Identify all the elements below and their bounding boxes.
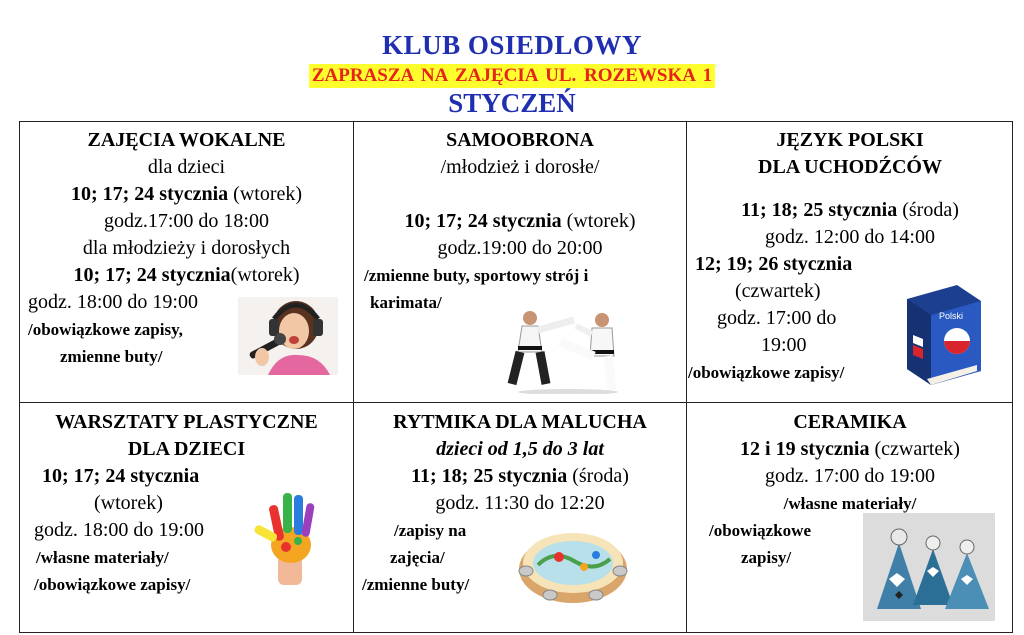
- subtitle-wrapper: [0, 64, 1024, 88]
- subtitle-banner: ZAPRASZA NA ZAJĘCIA UL. ROZEWSKA 1: [309, 64, 715, 88]
- rhythm-note-1: /zapisy na: [394, 521, 467, 540]
- polish-book-icon: [897, 279, 987, 389]
- polish-time-1: godz. 12:00 do 14:00: [765, 226, 935, 248]
- painted-hand-icon: [250, 489, 332, 585]
- polish-time-2b: 19:00: [761, 334, 807, 356]
- tambourine-icon: [514, 521, 632, 611]
- polish-title-1: JĘZYK POLSKI: [776, 129, 924, 151]
- vocal-group-children: dla dzieci: [147, 156, 226, 178]
- book-label: Polski: [939, 311, 964, 321]
- selfdefense-note-1: /zmienne buty, sportowy strój i: [364, 266, 589, 285]
- cell-vocal: [20, 127, 353, 402]
- vocal-group-adults: dla młodzieży i dorosłych: [82, 237, 291, 259]
- rhythm-title: RYTMIKA DLA MALUCHA: [393, 411, 647, 433]
- ceramic-angels-icon: [863, 513, 995, 621]
- vocal-time-children: godz.17:00 do 18:00: [104, 210, 269, 232]
- polish-day-2: (czwartek): [735, 280, 821, 302]
- ceramics-note-2: /obowiązkowe: [709, 521, 811, 540]
- ceramics-dates: 12 i 19 stycznia (czwartek): [740, 438, 960, 460]
- art-title-1: WARSZTATY PLASTYCZNE: [55, 411, 318, 433]
- cell-polish: [687, 127, 1013, 402]
- vocal-dates-adults: 10; 17; 24 stycznia(wtorek): [73, 264, 300, 286]
- selfdefense-title: SAMOOBRONA: [446, 129, 594, 151]
- rhythm-age: dzieci od 1,5 do 3 lat: [436, 438, 604, 460]
- polish-time-2a: godz. 17:00 do: [717, 307, 837, 329]
- rhythm-time: godz. 11:30 do 12:20: [435, 492, 605, 514]
- selfdefense-dates: 10; 17; 24 stycznia (wtorek): [404, 210, 636, 232]
- page-title: KLUB OSIEDLOWY: [382, 30, 642, 60]
- grid-divider-horizontal: [20, 402, 1012, 403]
- art-note-1: /własne materiały/: [36, 548, 169, 567]
- rhythm-note-3: /zmienne buty/: [362, 575, 470, 594]
- ceramics-time: godz. 17:00 do 19:00: [765, 465, 935, 487]
- polish-spacer: [687, 181, 1013, 197]
- art-title-2: DLA DZIECI: [127, 438, 246, 460]
- art-time: godz. 18:00 do 19:00: [34, 519, 204, 541]
- cell-ceramics: [687, 409, 1013, 633]
- art-dates: 10; 17; 24 stycznia: [42, 465, 200, 487]
- vocal-note-2: zmienne buty/: [60, 347, 163, 366]
- cell-selfdefense: [354, 127, 686, 402]
- singer-with-microphone-icon: [238, 297, 338, 375]
- art-day: (wtorek): [94, 492, 163, 514]
- vocal-title: ZAJĘCIA WOKALNE: [87, 129, 286, 151]
- vocal-note-1: /obowiązkowe zapisy,: [28, 320, 183, 339]
- ceramics-title: CERAMIKA: [793, 411, 907, 433]
- karate-fighters-icon: [504, 302, 632, 394]
- polish-dates-1: 11; 18; 25 stycznia (środa): [741, 199, 959, 221]
- cell-rhythm: [354, 409, 686, 633]
- ceramics-note-3: zapisy/: [741, 548, 792, 567]
- rhythm-note-2: zajęcia/: [390, 548, 445, 567]
- selfdefense-spacer: [354, 181, 686, 208]
- selfdefense-time: godz.19:00 do 20:00: [437, 237, 603, 259]
- ceramics-note-1: /własne materiały/: [783, 494, 917, 513]
- art-note-2: /obowiązkowe zapisy/: [34, 575, 191, 594]
- selfdefense-note-2: karimata/: [370, 293, 442, 312]
- schedule-grid: [19, 121, 1013, 633]
- polish-dates-2: 12; 19; 26 stycznia: [695, 253, 853, 275]
- selfdefense-group: /młodzież i dorosłe/: [440, 156, 600, 178]
- cell-art: [20, 409, 353, 633]
- polish-title-2: DLA UCHODŹCÓW: [758, 156, 942, 178]
- polish-note: /obowiązkowe zapisy/: [688, 363, 845, 382]
- rhythm-dates: 11; 18; 25 stycznia (środa): [411, 465, 629, 487]
- vocal-time-adults: godz. 18:00 do 19:00: [28, 291, 198, 313]
- month-heading: STYCZEŃ: [448, 88, 576, 118]
- vocal-dates-children: 10; 17; 24 stycznia (wtorek): [70, 183, 303, 205]
